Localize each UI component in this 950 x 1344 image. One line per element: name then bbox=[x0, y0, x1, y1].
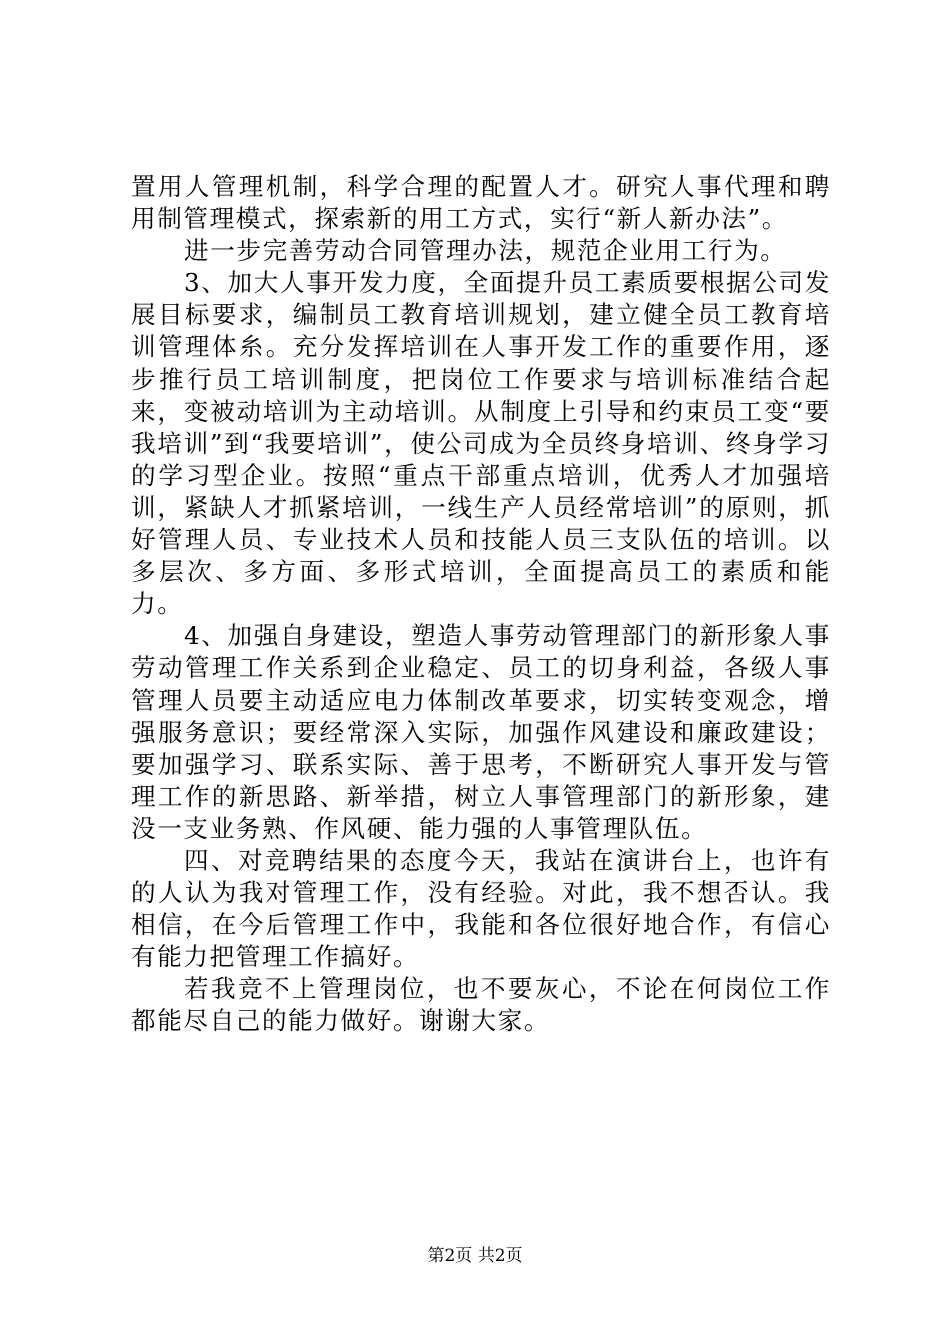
paragraph-5: 四、对竞聘结果的态度今天，我站在演讲台上，也许有的人认为我对管理工作，没有经验。对此，我不想否认。我相信，在今后管理工作中，我能和各位很好地合作，有信心有能力把管理工作搞好。 bbox=[131, 845, 831, 972]
paragraph-1: 置用人管理机制，科学合理的配置人才。研究人事代理和聘用制管理模式，探索新的用工方式，实行“新人新办法”。 bbox=[131, 172, 831, 234]
paragraph-6: 若我竞不上管理岗位，也不要灰心，不论在何岗位工作都能尽自己的能力做好。谢谢大家。 bbox=[131, 974, 831, 1036]
document-body bbox=[131, 171, 831, 1038]
page-number-footer: 第2页 共2页 bbox=[427, 1246, 523, 1266]
paragraph-4: 4、加强自身建设，塑造人事劳动管理部门的新形象人事劳动管理工作关系到企业稳定、员工的切身利益，各级人事管理人员要主动适应电力体制改革要求，切实转变观念，增强服务意识；要经常深入实际，加强作风建设和廉政建设；要加强学习、联系实际、善于思考，不断研究人事开发与管理工作的新思路、新举措，树立人事管理部门的新形象，建没一支业务熟、作风硬、能力强的人事管理队伍。 bbox=[131, 621, 831, 843]
paragraph-3: 3、加大人事开发力度，全面提升员工素质要根据公司发展目标要求，编制员工教育培训规划，建立健全员工教育培训管理体糸。充分发挥培训在人事开发工作的重要作用，逐步推行员工培训制度，把岗位工作要求与培训标准结合起来，变被动培训为主动培训。从制度上引导和约束员工变“要我培训”到“我要培训”，使公司成为全员终身培训、终身学习的学习型企业。按照“重点干部重点培训，优秀人才加强培训，紧缺人才抓紧培训，一线生产人员经常培训”的原则，抓好管理人员、专业技术人员和技能人员三支队伍的培训。以多层次、多方面、多形式培训，全面提高员工的素质和能力。 bbox=[131, 268, 831, 619]
paragraph-2: 进一步完善劳动合同管理办法，规范企业用工行为。 bbox=[184, 236, 787, 266]
